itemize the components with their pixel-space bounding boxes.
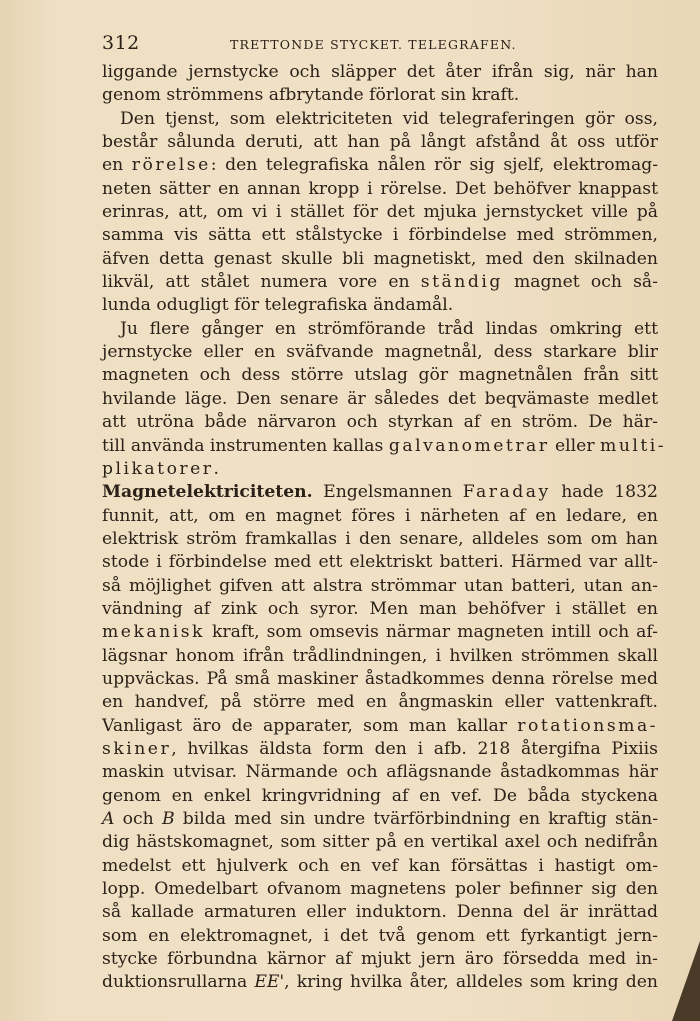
emphasized-term: multi-	[600, 435, 667, 456]
text-line: hvilande läge. Den senare är således det beqvämaste medlet	[102, 388, 658, 409]
text-line: stode i förbindelse med ett elektriskt batteri. Härmed var allt-	[102, 552, 658, 573]
text-line: så möjlighet gifven att alstra strömmar utan batteri, utan an-	[102, 575, 658, 596]
text-line: en handvef, på större med en ångmaskin eller vattenkraft.	[102, 692, 658, 713]
text-line: liggande jernstycke och släpper det åter ifrån sig, när han	[102, 62, 658, 82]
italic-label: A	[102, 809, 115, 829]
text-line: duktionsrullarna EE', kring hvilka åter, alldeles som kring den	[102, 972, 658, 993]
text-line: mekanisk kraft, som omsevis närmar magneten intill och af-	[102, 622, 658, 643]
text-line: maskin utvisar. Närmande och aflägsnande åstadkommas här	[102, 762, 658, 783]
emphasized-term: galvanometrar	[388, 435, 550, 456]
page-number: 312	[102, 32, 140, 54]
text-line: medelst ett hjulverk och en vef kan försättas i hastigt om-	[102, 855, 658, 876]
text-line: magneten och dess större utslag gör magnetnålen från sitt	[102, 365, 658, 386]
text-line: lopp. Omedelbart ofvanom magnetens poler befinner sig den	[102, 879, 658, 900]
text-line: uppväckas. På små maskiner åstadkommes denna rörelse med	[102, 668, 658, 689]
body-text	[102, 61, 667, 995]
text-line: en rörelse: den telegrafiska nålen rör sig sjelf, elektromag-	[102, 155, 658, 176]
emphasized-term: skiner	[102, 738, 172, 759]
text-line: vändning af zink och syror. Men man behöfver i stället en	[102, 598, 658, 619]
emphasized-term: mekanisk	[102, 622, 205, 643]
text-line: lägsnar honom ifrån trådlindningen, i hvilken strömmen skall	[102, 645, 658, 666]
text-line: neten sätter en annan kropp i rörelse. Det behöfver knappast	[102, 178, 658, 199]
text-line: till använda instrumenten kallas galvanometrar eller multi-	[102, 435, 667, 456]
text-line: Vanligast äro de apparater, som man kallar rotationsma-	[102, 715, 658, 736]
text-line: att utröna både närvaron och styrkan af en ström. De här-	[102, 412, 658, 433]
section-heading: Magnetelektriciteten.	[102, 482, 313, 503]
text-line: så kallade armaturen eller induktorn. Denna del är inrättad	[102, 902, 658, 923]
emphasized-term: rörelse	[131, 155, 211, 176]
text-line: består sålunda deruti, att han på långt afstånd åt oss utför	[102, 132, 658, 153]
text-line: Ju flere gånger en strömförande tråd lindas omkring ett	[120, 318, 658, 339]
page-corner-shadow	[672, 941, 700, 1021]
page-header	[102, 32, 658, 56]
text-line: samma vis sätta ett stålstycke i förbindelse med strömmen,	[102, 225, 658, 246]
text-line: dig hästskomagnet, som sitter på en vertikal axel och nedifrån	[102, 832, 658, 853]
text-line: skiner, hvilkas äldsta form den i afb. 218 återgifna Pixiis	[102, 738, 658, 759]
text-line: lunda odugligt för telegrafiska ändamål.	[102, 295, 454, 316]
text-line: som en elektromagnet, i det två genom ett fyrkantigt jern-	[102, 925, 658, 946]
text-line: äfven detta genast skulle bli magnetiskt, med den skilnaden	[102, 248, 658, 269]
text-line: erinras, att, om vi i stället för det mjuka jernstycket ville på	[102, 202, 658, 223]
text-line: genom en enkel kringvridning af en vef. De båda styckena	[102, 785, 658, 806]
italic-label: B	[161, 809, 175, 829]
italic-label: EE'	[254, 972, 285, 993]
emphasized-term: plikatorer	[102, 458, 214, 479]
running-head: TRETTONDE STYCKET. TELEGRAFEN.	[230, 37, 517, 52]
text-line: jernstycke eller en sväfvande magnetnål, dess starkare blir	[102, 342, 658, 363]
text-line: likväl, att stålet numera vore en ständig magnet och så-	[102, 272, 658, 293]
text-line: genom strömmens afbrytande förlorat sin kraft.	[102, 85, 520, 106]
emphasized-term: Faraday	[462, 482, 551, 503]
text-line: A och B bilda med sin undre tvärförbindning en kraftig stän-	[102, 809, 658, 829]
emphasized-term: rotationsma-	[517, 715, 658, 736]
emphasized-term: ständig	[420, 272, 503, 293]
text-line: funnit, att, om en magnet föres i närheten af en ledare, en	[102, 505, 658, 526]
text-line: plikatorer.	[102, 458, 219, 479]
text-line: Magnetelektriciteten. Engelsmannen Faraday hade 1832	[102, 482, 658, 503]
text-line: Den tjenst, som elektriciteten vid telegraferingen gör oss,	[120, 108, 658, 129]
text-line: stycke förbundna kärnor af mjukt jern äro försedda med in-	[102, 949, 658, 970]
text-line: elektrisk ström framkallas i den senare, alldeles som om han	[102, 528, 658, 549]
